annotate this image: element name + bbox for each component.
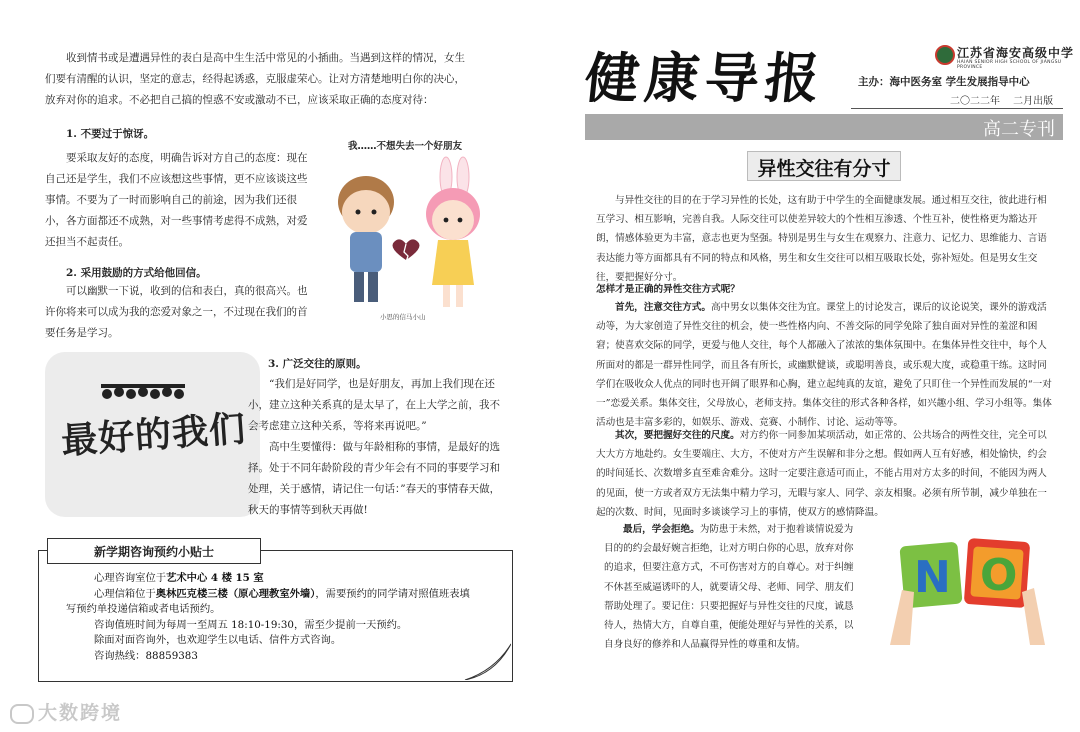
section-body-1: 要采取友好的态度，明确告诉对方自己的态度：现在自己还是学生，我们不应该想这些事情，更不应该谈这些事情。不要为了一时而影响自己的前途，因为我们还很小，各方面都还不成熟，对一些事情考虑得不成熟，对爱还担当不起责任。 (45, 152, 308, 248)
best-of-us-image (45, 352, 260, 517)
school-name: 江苏省海安高级中学 (957, 46, 1075, 60)
paragraph-second: 其次，要把握好交往的尺度。对方约你一同参加某项活动，如正常的、公共场合的两性交往，完全可以大大方方地赴约。女生要端庄、大方，不使对方产生误解和非分之想。假如两人互有好感，相处愉快，约会的时间延长、次数增多直至难舍难分。这时一定要注意适可而止，不能占用对方太多的时间，不能因为两人的见面，使一方或者双方无法集中精力学习，无暇与家人、同学、亲友相聚。必须有所节制，减少单独在一起的次数、时间，见面时多谈谈学习上的事情，使双方的感情降温。 (596, 430, 1047, 518)
couple-credit: 小思的信马小山 (380, 313, 426, 321)
school-name-en: HAIAN SENIOR HIGH SCHOOL OF JIANGSU PROVINCE (957, 60, 1062, 70)
tip-room: 心理咨询室位于艺术中心 4 楼 15 室 (94, 572, 264, 584)
couple-drawing (318, 132, 498, 327)
tips-title: 新学期咨询预约小贴士 (93, 545, 214, 559)
question-heading: 怎样才是正确的异性交往方式呢？ (596, 284, 740, 295)
no-puzzle-drawing (880, 530, 1045, 645)
watermark-logo-icon (10, 704, 34, 724)
best-of-us-text: 最好的我们 (59, 407, 248, 463)
issue-date: 二〇二二年 二月出版 (950, 96, 1054, 107)
section-body-3a: “我们是好同学，也是好朋友，再加上我们现在还小，建立这种关系真的是太早了，在上大学之前，我不会考虑建立这种关系，等将来再说吧。” (248, 378, 500, 432)
section-heading-3: 3. 广泛交往的原则。 (268, 358, 367, 370)
section-heading-1: 1. 不要过于惊讶。 (66, 128, 155, 140)
tips-content (66, 571, 471, 664)
tip-hours: 咨询值班时间为每周一至周五 18:10-19:30，需至少提前一天预约。 (94, 618, 408, 631)
letter-n: N (914, 552, 951, 603)
article-intro: 与异性交往的目的在于学习异性的长处，这有助于中学生的全面健康发展。通过相互交往，彼此进行相互学习、相互影响，完善自我。人际交往可以使差异较大的个性相互渗透、个性互补，使性格更为豁达开朗，情感体验更为丰富，意志也更为坚强。特别是男生与女生在观察力、注意力、记忆力、思维能力、言语表达能力等方面都具有不同的特点和风格，男生和女生交往可以相互吸取长处，弥补短处。但是男女生交往，要把握好分寸。 (596, 195, 1047, 283)
tips-title-box (47, 538, 261, 564)
header-rule (851, 108, 1063, 109)
watermark (10, 698, 122, 725)
paragraph-third: 最后，学会拒绝。为防患于未然，对于抱着谈情说爱为目的的约会最好婉言拒绝，让对方明白你的心思，放弃对你的追求，但要注意方式，不可伤害对方的自尊心。对于纠缠不休甚至威逼诱吓的人，就要请父母、老师、同学、朋友们帮助处理了。要记住：只要把握好与异性交往的尺度，诚恳待人，热情大方，自尊自重，便能处理好与异性的关系，以自身良好的修养和人品赢得异性的尊重和友情。 (604, 524, 854, 651)
tip-hotline: 咨询热线：88859383 (94, 649, 198, 662)
masthead-title: 健康导报 (581, 47, 829, 110)
article-title: 异性交往有分寸 (757, 158, 891, 180)
couple-caption: 我……不想失去一个好朋友 (348, 141, 463, 152)
left-intro: 收到情书或是遭遇异性的表白是高中生生活中常见的小插曲。当遇到这样的情况，女生们要有清醒的认识，坚定的意志，经得起诱惑，克服虚荣心。让对方清楚地明白你的决心，放弃对你的追求。不必把自己搞的惶惑不安或激动不已，应该采取正确的态度对待： (45, 52, 465, 106)
school-logo-icon (935, 45, 955, 65)
watermark-text: 大数跨境 (38, 702, 123, 724)
couple-illustration (318, 132, 498, 327)
section-body-3b: 高中生要懂得：做与年龄相称的事情，是最好的选择。处于不同年龄阶段的青少年会有不同的事要学习和处理，关于感情，请记住一句话：”春天的事情春天做，秋天的事情等到秋天再做! (248, 441, 501, 516)
tip-other-ways: 除面对面咨询外，也欢迎学生以电话、信件方式咨询。 (94, 634, 342, 646)
article-title-box (747, 151, 901, 181)
tip-mailbox: 心理信箱位于奥林匹克楼三楼（原心理教室外墙），需要预约的同学请对照值班表填写预约单投递信箱或者电话预约。 (66, 587, 470, 615)
no-puzzle-image (880, 530, 1045, 645)
section-body-2: 可以幽默一下说，收到的信和表白，真的很高兴。也许你将来可以成为我的恋爱对象之一，不过现在我们的首要任务是学习。 (45, 285, 308, 339)
sponsor-line: 主办：海中医务室 学生发展指导中心 (858, 76, 1030, 88)
letter-o: O (980, 550, 1018, 601)
edition-label: 高二专刊 (983, 119, 1055, 140)
section-heading-2: 2. 采用鼓励的方式给他回信。 (66, 267, 207, 279)
edition-bar (585, 114, 1063, 140)
paragraph-first: 首先，注意交往方式。高中男女以集体交往为宜。课堂上的讨论发言，课后的议论说笑，课外的游戏活动等，为大家创造了异性交往的机会，使一些性格内向、不善交际的同学免除了独自面对异性的羞涩和困窘；使喜欢交际的同学，更爱与他人交往，每个人都融入了浓浓的集体氛围中。在集体异性交往中，每个人所面对的都是一群异性同学，而且各有所长，或幽默健谈，或聪明善良，或乐观大度，或稳重干练。这时同学们在吸收众人优点的同时也开阔了眼界和心胸，建立起纯真的友谊，避免了只盯住一个异性而发展的“一对一”恋爱关系。集体交往，父母放心，老师支持。集体交往的形式各种各样，如兴趣小组、学习小组等。集体活动也是丰富多彩的，如娱乐、游戏、竞赛、小制作、讨论、运动等等。 (596, 302, 1052, 429)
